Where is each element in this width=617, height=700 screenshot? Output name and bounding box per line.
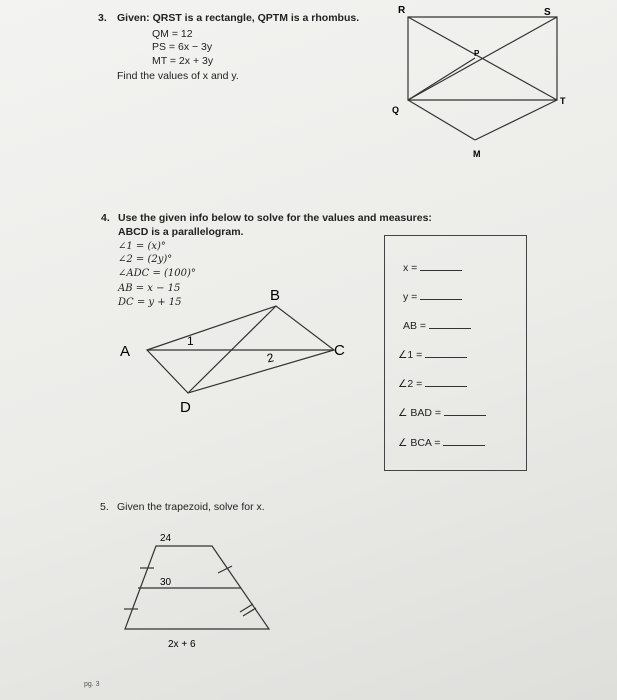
answer-angle-bad <box>398 405 486 420</box>
problem4-line-2: ∠2 = (2y)° <box>118 254 173 265</box>
angle-1-label: 1 <box>187 334 194 348</box>
answer-angle-bad-label: ∠ BAD = <box>398 407 441 419</box>
label-d: D <box>180 399 191 416</box>
problem4-line-5: DC = y + 15 <box>118 297 182 308</box>
problem3-number: 3. <box>98 12 107 24</box>
answer-x-label: x = <box>403 262 418 274</box>
trapezoid-bottom-label: 2x + 6 <box>168 639 196 650</box>
problem5-instruction: Given the trapezoid, solve for x. <box>117 501 265 513</box>
problem3-line-2: PS = 6x − 3y <box>152 41 213 53</box>
rhombus-side-qp <box>408 58 475 100</box>
rectangle-rhombus-diagram <box>380 0 590 170</box>
answer-angle-2-label: ∠2 = <box>398 378 423 390</box>
label-c: C <box>334 342 345 359</box>
parallelogram-diagram <box>110 280 360 420</box>
answer-angle-bca-blank[interactable] <box>443 435 485 446</box>
problem4-instruction: Use the given info below to solve for the values and measures: <box>118 212 432 224</box>
rhombus-side-qm <box>408 100 475 140</box>
answer-box <box>384 235 527 471</box>
problem3-task: Find the values of x and y. <box>117 70 239 82</box>
label-a: A <box>120 343 131 360</box>
page-number: pg. 3 <box>84 681 100 688</box>
problem4-number: 4. <box>101 212 110 224</box>
answer-angle-1-label: ∠1 = <box>398 349 423 361</box>
label-s: S <box>544 7 551 18</box>
answer-angle-2 <box>398 376 467 391</box>
problem3-line-1: QM = 12 <box>152 28 193 40</box>
answer-angle-1 <box>398 347 467 362</box>
answer-x <box>403 260 462 275</box>
answer-angle-bad-blank[interactable] <box>444 405 486 416</box>
problem4-line-4: AB = x − 15 <box>118 283 181 294</box>
problem4-line-3: ∠ADC = (100)° <box>118 268 196 279</box>
trapezoid-top-label: 24 <box>160 533 172 544</box>
problem4-line-1: ∠1 = (x)° <box>118 241 166 252</box>
answer-ab-blank[interactable] <box>429 318 471 329</box>
answer-angle-bca <box>398 435 485 450</box>
label-q: Q <box>392 105 400 115</box>
answer-y-blank[interactable] <box>420 289 462 300</box>
answer-angle-bca-label: ∠ BCA = <box>398 437 441 449</box>
problem5-number: 5. <box>100 501 109 513</box>
label-p: P <box>474 49 480 58</box>
answer-ab <box>403 318 471 333</box>
answer-ab-label: AB = <box>403 320 427 332</box>
label-t: T <box>560 96 566 106</box>
answer-angle-2-blank[interactable] <box>425 376 467 387</box>
trapezoid-diagram <box>115 525 285 655</box>
answer-angle-1-blank[interactable] <box>425 347 467 358</box>
answer-y <box>403 289 462 304</box>
label-r: R <box>398 5 406 16</box>
problem3-line-3: MT = 2x + 3y <box>152 55 214 67</box>
answer-x-blank[interactable] <box>420 260 462 271</box>
angle-2-label: 2 <box>265 350 276 366</box>
label-b: B <box>270 287 281 304</box>
problem4-given: ABCD is a parallelogram. <box>118 226 244 238</box>
trapezoid-mid-label: 30 <box>160 577 172 588</box>
rhombus-side-mt <box>475 100 557 140</box>
problem3-given: Given: QRST is a rectangle, QPTM is a rhombus. <box>117 12 360 24</box>
label-m: M <box>473 149 481 159</box>
answer-y-label: y = <box>403 291 418 303</box>
